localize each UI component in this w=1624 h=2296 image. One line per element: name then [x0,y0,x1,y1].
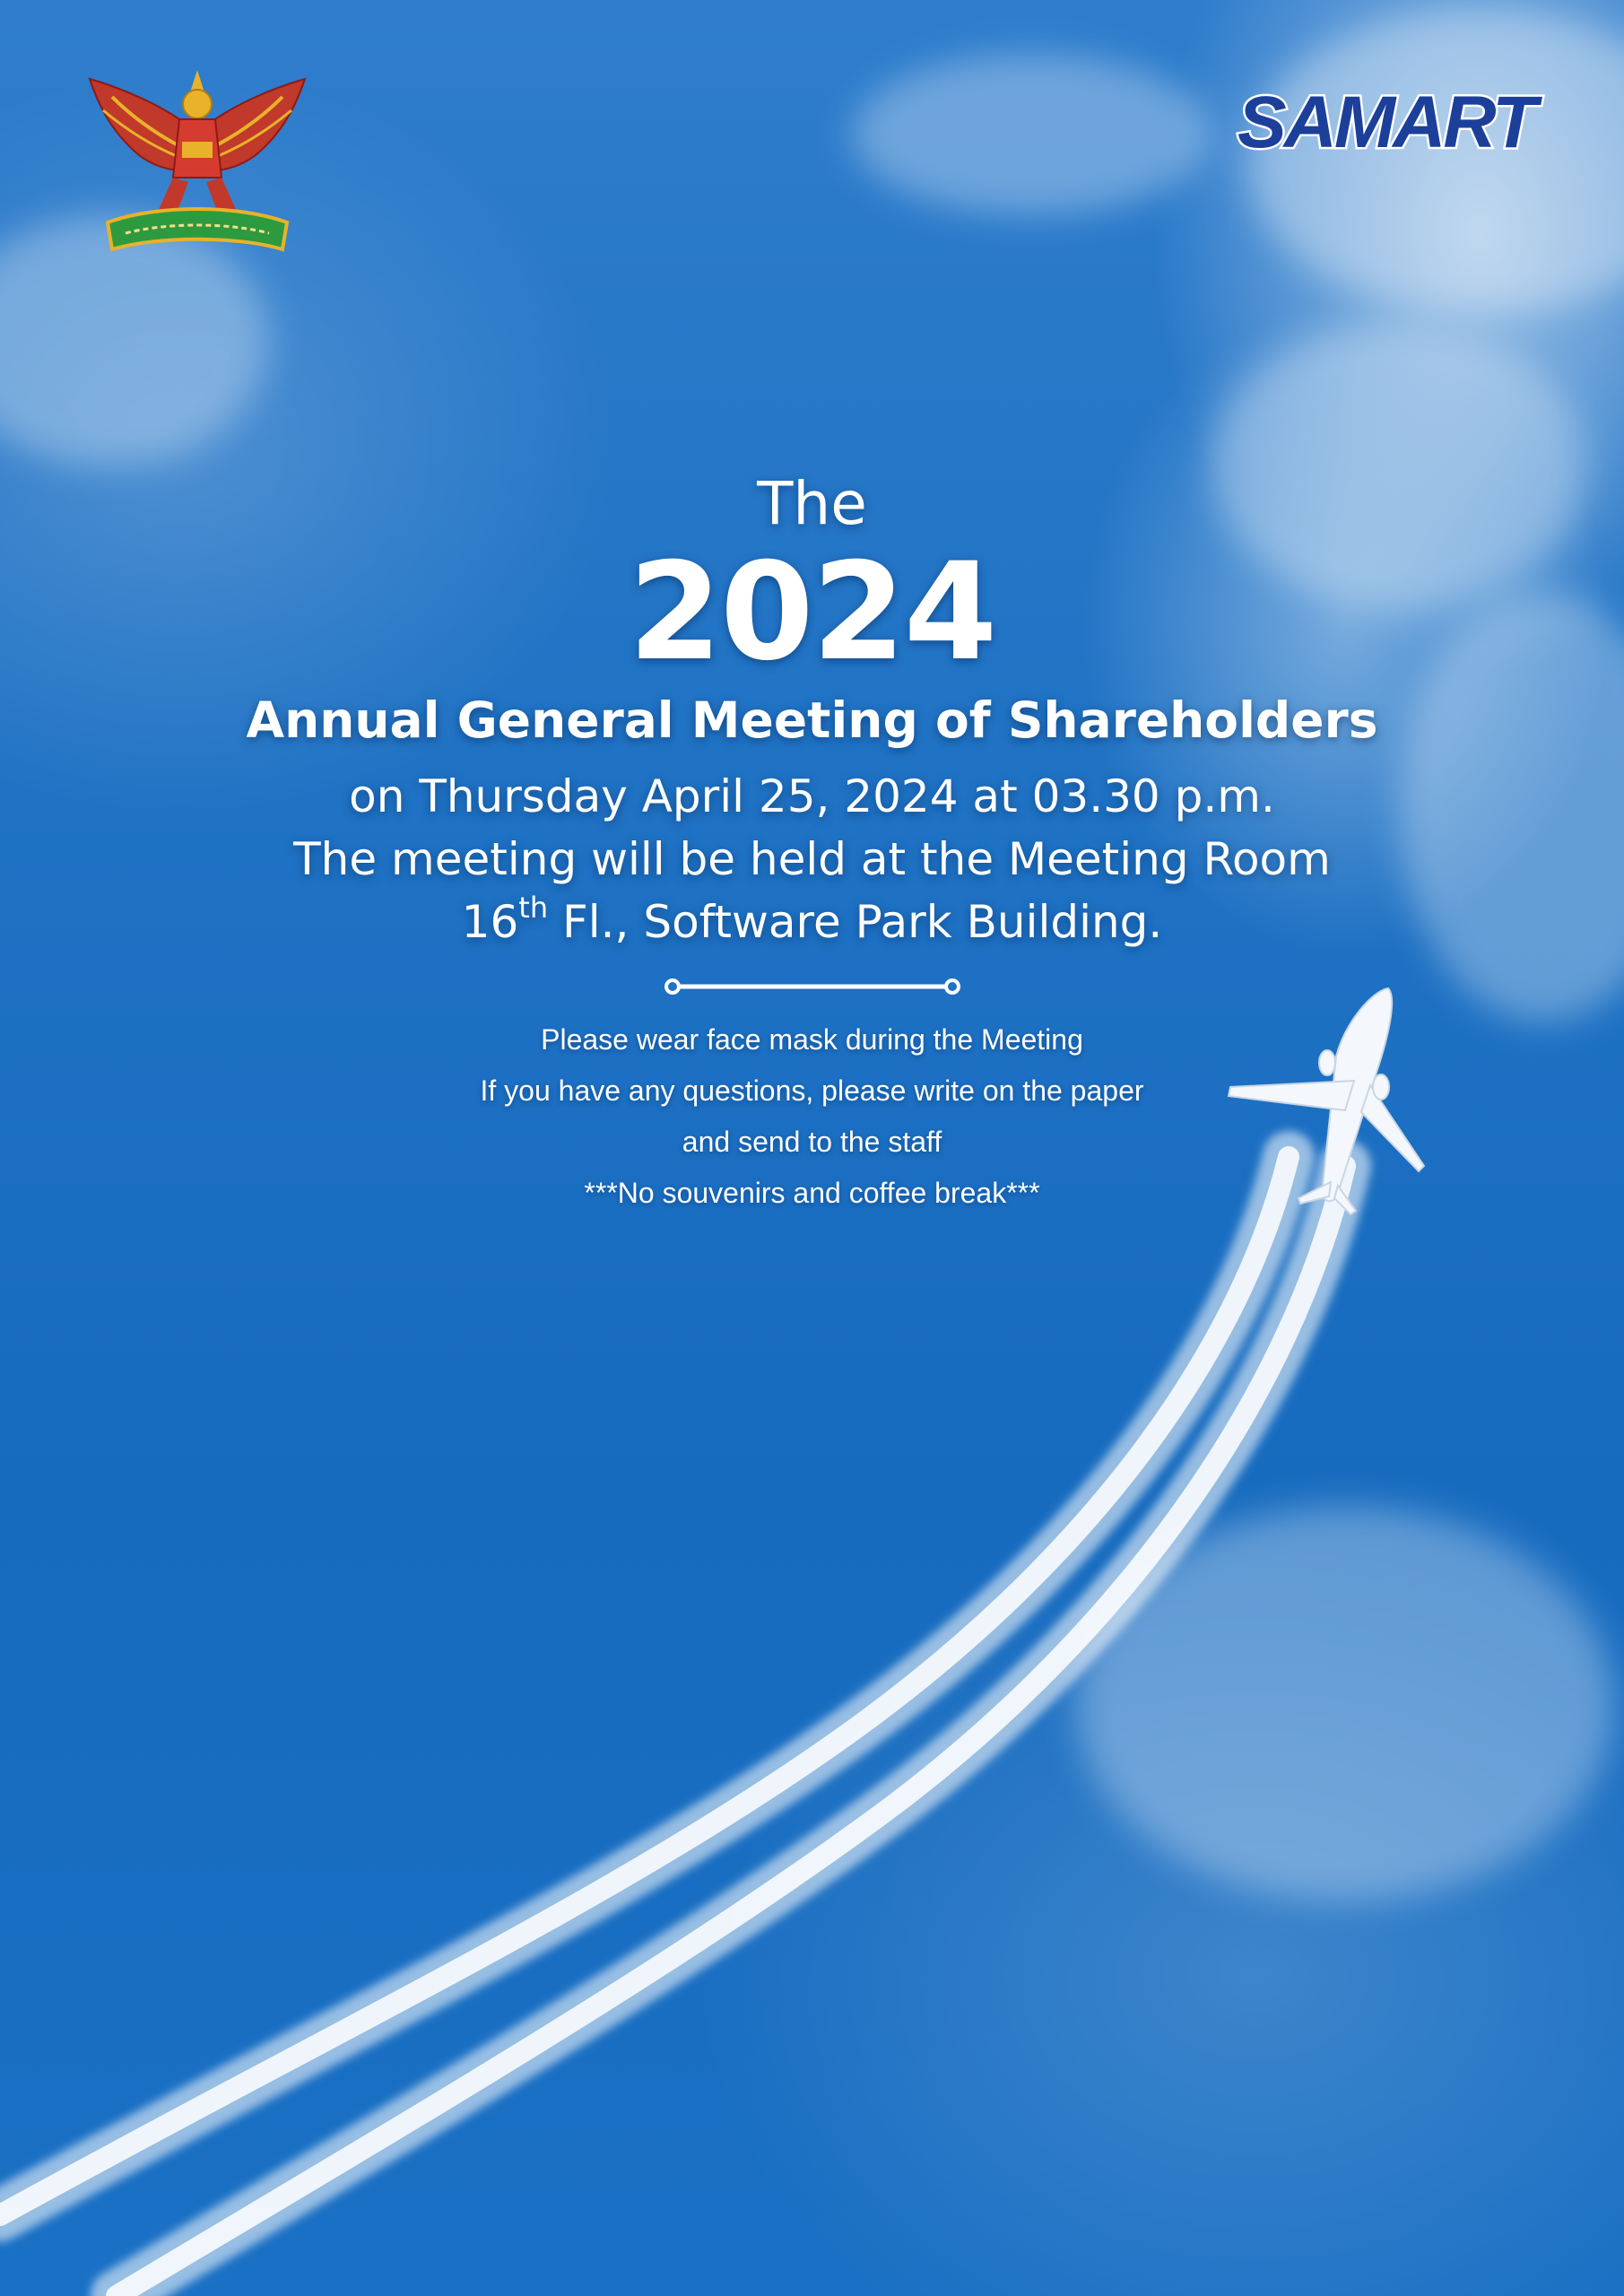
garuda-emblem-icon [85,70,309,263]
meeting-venue-line: The meeting will be held at the Meeting Room [293,833,1331,885]
floor-number: 16 [461,896,519,948]
cloud-group [0,9,1624,1901]
floor-suffix: th [518,891,549,925]
note-send-to-staff: and send to the staff [682,1126,942,1158]
heading-year: 2024 [628,535,996,691]
meeting-floor-line [0,892,1624,952]
floor-rest: Fl., Software Park Building. [548,896,1163,948]
samart-logo: SAMART [1238,82,1535,163]
meeting-title: Annual General Meeting of Shareholders [246,691,1378,749]
note-questions: If you have any questions, please write on the paper [480,1074,1144,1107]
note-face-mask: Please wear face mask during the Meeting [541,1023,1083,1056]
divider-line [664,976,961,997]
heading-the: The [757,469,867,538]
note-no-souvenirs: ***No souvenirs and coffee break*** [584,1177,1040,1209]
meeting-date-line: on Thursday April 25, 2024 at 03.30 p.m. [349,770,1275,822]
